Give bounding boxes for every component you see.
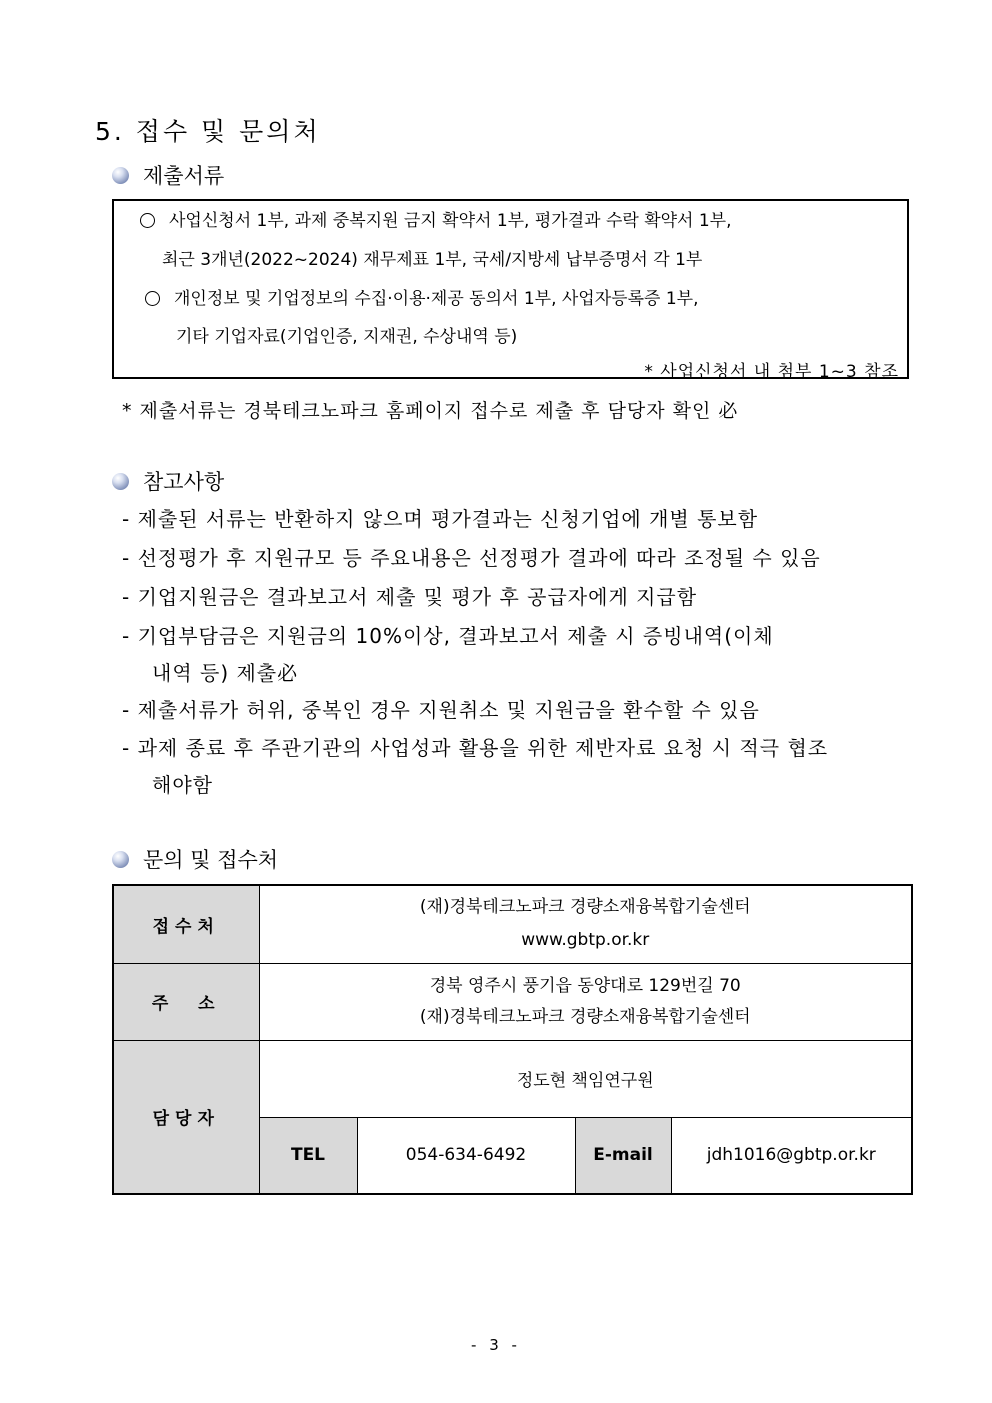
tel-value: 054-634-6492	[357, 1117, 575, 1194]
submission-item-1-line-1: 사업신청서 1부, 과제 중복지원 금지 확약서 1부, 평가결과 수락 확약서 1부,	[140, 206, 732, 231]
address-line: (재)경북테크노파크 경량소재융복합기술센터	[419, 1006, 751, 1027]
contact-heading-text: 문의 및 접수처	[143, 848, 279, 872]
section-title: 5. 접수 및 문의처	[95, 117, 321, 146]
submission-item-2-line-2: 기타 기업자료(기업인증, 지재권, 수상내역 등)	[176, 327, 518, 347]
reception-line: (재)경북테크노파크 경량소재융복합기술센터	[419, 897, 751, 918]
address-value	[259, 963, 912, 1040]
reference-item: - 제출된 서류는 반환하지 않으며 평가결과는 신청기업에 개별 통보함	[122, 507, 759, 531]
reference-item-continuation: 내역 등) 제출必	[152, 661, 299, 685]
reception-row	[113, 885, 912, 963]
contact-heading	[112, 844, 278, 874]
references-heading-text: 참고사항	[143, 470, 225, 494]
manager-name: 정도현 책임연구원	[259, 1040, 912, 1117]
reception-url: www.gbtp.or.kr	[521, 930, 650, 951]
manager-label: 담당자	[113, 1040, 259, 1194]
manager-row	[113, 1040, 912, 1117]
reference-item: - 과제 종료 후 주관기관의 사업성과 활용을 위한 제반자료 요청 시 적극 협조	[122, 736, 829, 760]
submission-note: * 제출서류는 경북테크노파크 홈페이지 접수로 제출 후 담당자 확인 必	[122, 400, 739, 422]
submission-heading-text: 제출서류	[143, 164, 225, 188]
submission-box	[112, 199, 909, 382]
address-label: 주 소	[113, 963, 259, 1040]
reception-label: 접수처	[113, 885, 259, 963]
page-number: - 3 -	[471, 1336, 521, 1354]
address-line: 경북 영주시 풍기읍 동양대로 129번길 70	[429, 975, 741, 996]
sphere-bullet-icon	[112, 167, 129, 184]
submission-heading	[112, 160, 224, 190]
references-heading	[112, 466, 224, 496]
reference-item: - 선정평가 후 지원규모 등 주요내용은 선정평가 결과에 따라 조정될 수 있음	[122, 546, 821, 570]
reference-item: - 기업부담금은 지원금의 10%이상, 결과보고서 제출 시 증빙내역(이체	[122, 624, 774, 648]
circle-bullet-icon	[145, 291, 160, 306]
reference-item-continuation: 해야함	[152, 773, 213, 797]
sphere-bullet-icon	[112, 851, 129, 868]
email-value: jdh1016@gbtp.or.kr	[671, 1117, 912, 1194]
submission-item-2-line-1: 개인정보 및 기업정보의 수집·이용·제공 동의서 1부, 사업자등록증 1부,	[145, 284, 698, 309]
email-label: E-mail	[575, 1117, 671, 1194]
reference-item: - 기업지원금은 결과보고서 제출 및 평가 후 공급자에게 지급함	[122, 585, 698, 609]
tel-label: TEL	[259, 1117, 357, 1194]
contact-table	[112, 884, 913, 1195]
address-row	[113, 963, 912, 1040]
submission-box-note: * 사업신청서 내 첨부 1~3 참조	[644, 362, 899, 382]
reference-item: - 제출서류가 허위, 중복인 경우 지원취소 및 지원금을 환수할 수 있음	[122, 698, 760, 722]
circle-bullet-icon	[140, 213, 155, 228]
reception-value	[259, 885, 912, 963]
sphere-bullet-icon	[112, 473, 129, 490]
submission-item-1-line-2: 최근 3개년(2022~2024) 재무제표 1부, 국세/지방세 납부증명서 각 1부	[162, 250, 703, 270]
